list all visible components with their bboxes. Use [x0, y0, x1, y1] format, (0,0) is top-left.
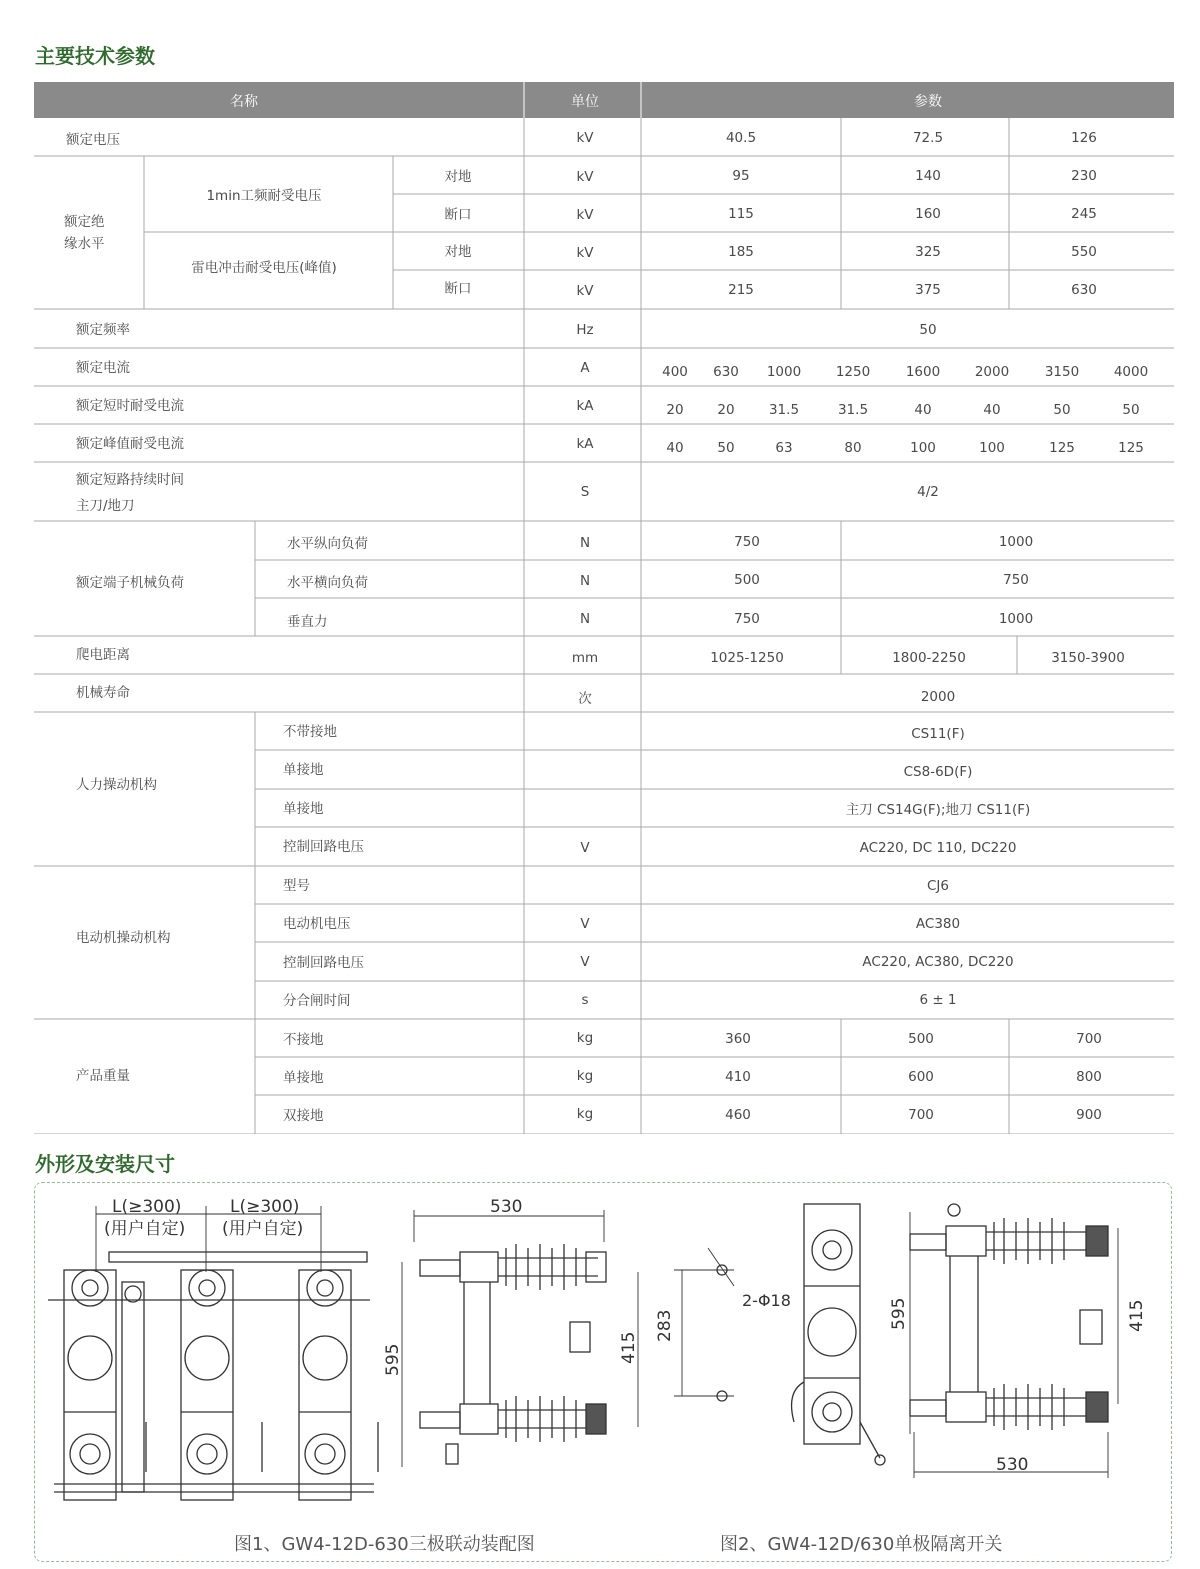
cell: 50	[1122, 402, 1140, 418]
row-duration-name1: 额定短路持续时间	[76, 472, 184, 488]
row-mech-life-name: 机械寿命	[76, 685, 130, 701]
cell: 40	[666, 440, 684, 456]
header-unit: 单位	[571, 94, 599, 110]
row-rated-current-name: 额定电流	[76, 360, 130, 376]
section-title-specs: 主要技术参数	[35, 44, 155, 68]
cell: 460	[725, 1107, 751, 1123]
cell: 主刀 CS14G(F);地刀 CS11(F)	[845, 802, 1031, 818]
side-dim-width: 530	[490, 1197, 523, 1217]
row-manual-op-name: 人力操动机构	[76, 777, 157, 793]
cell: 1000	[766, 364, 802, 380]
cell: 控制回路电压	[283, 955, 364, 971]
cell: V	[580, 916, 590, 932]
row-terminal-load-name: 额定端子机械负荷	[76, 575, 184, 591]
cell: 375	[915, 282, 941, 298]
table-header-bar	[34, 82, 1174, 118]
cell: 72.5	[912, 130, 944, 146]
cell: 31.5	[768, 402, 800, 418]
spacing-note-1: (用户自定)	[104, 1219, 186, 1239]
cell: 单接地	[283, 762, 324, 778]
lightning-name: 雷电冲击耐受电压(峰值)	[191, 260, 337, 276]
cell: 1000	[998, 534, 1034, 550]
single-pole-side-drawing	[889, 1204, 1147, 1478]
cell: 1000	[998, 611, 1034, 627]
cell: 400	[662, 364, 688, 380]
cell: 断口	[444, 207, 472, 223]
cell: 4000	[1113, 364, 1149, 380]
cell: kA	[576, 436, 594, 452]
cell: 100	[979, 440, 1005, 456]
cell: 750	[1003, 572, 1029, 588]
cell: kV	[576, 245, 594, 261]
cell: V	[580, 954, 590, 970]
row-motor-op-name: 电动机操动机构	[76, 930, 171, 946]
cell: 630	[1071, 282, 1097, 298]
three-pole-assembly-drawing	[48, 1197, 378, 1500]
short-time-values	[666, 402, 1139, 418]
cell: 双接地	[283, 1108, 324, 1124]
cell: 40	[914, 402, 932, 418]
cell: 6 ± 1	[919, 992, 957, 1008]
cell: 160	[915, 206, 941, 222]
cell: 对地	[444, 169, 472, 185]
cell: 1250	[835, 364, 871, 380]
cell: N	[579, 611, 591, 627]
row-rated-voltage-unit: kV	[576, 130, 594, 146]
row-weight-name: 产品重量	[76, 1068, 130, 1084]
cell: 次	[578, 691, 592, 707]
cell: kg	[576, 1068, 594, 1084]
cell: 750	[734, 611, 760, 627]
cell: 对地	[444, 244, 472, 260]
technical-drawings	[34, 1182, 1172, 1562]
row-rated-freq-name: 额定频率	[76, 322, 130, 338]
cell: 单接地	[283, 1070, 324, 1086]
cell: 分合闸时间	[283, 993, 351, 1009]
cell: 125	[1118, 440, 1144, 456]
single-pole-front-drawing	[792, 1204, 885, 1465]
cell: 2000	[974, 364, 1010, 380]
row-peak-name: 额定峰值耐受电流	[76, 436, 184, 452]
spacing-note-2: (用户自定)	[222, 1219, 304, 1239]
cell: 600	[908, 1069, 934, 1085]
power-freq-name: 1min工频耐受电压	[206, 188, 322, 204]
cell: CJ6	[927, 878, 949, 894]
cell: 控制回路电压	[283, 839, 364, 855]
peak-values	[666, 440, 1143, 456]
fig2-caption: 图2、GW4-12D/630单极隔离开关	[720, 1534, 1003, 1555]
cell: 245	[1071, 206, 1097, 222]
cell: 80	[844, 440, 862, 456]
cell: A	[580, 360, 590, 376]
fig2-dim-width: 530	[996, 1455, 1029, 1475]
cell: 31.5	[837, 402, 869, 418]
row-duration-name2: 主刀/地刀	[76, 498, 135, 514]
cell: 500	[734, 572, 760, 588]
cell: 215	[728, 282, 754, 298]
cell: mm	[571, 650, 599, 666]
side-dim-height: 595	[383, 1343, 403, 1376]
cell: 63	[775, 440, 793, 456]
row-rated-voltage-name: 额定电压	[66, 132, 120, 148]
cell: s	[581, 992, 589, 1008]
insulation-name-line1: 额定绝	[64, 214, 105, 230]
cell: 单接地	[283, 801, 324, 817]
cell: 50	[717, 440, 735, 456]
cell: 325	[915, 244, 941, 260]
header-name: 名称	[230, 94, 258, 110]
cell: 700	[1076, 1031, 1102, 1047]
cell: 100	[910, 440, 936, 456]
rated-current-values	[662, 364, 1148, 380]
cell: 700	[908, 1107, 934, 1123]
fig2-dim-mount: 415	[1127, 1299, 1147, 1332]
cell: 140	[915, 168, 941, 184]
side-dim-mount: 415	[619, 1331, 639, 1364]
cell: 不接地	[283, 1032, 324, 1048]
cell: 185	[728, 244, 754, 260]
cell: 750	[734, 534, 760, 550]
fig1-caption: 图1、GW4-12D-630三极联动装配图	[234, 1534, 535, 1555]
cell: 1025-1250	[710, 650, 784, 666]
cell: 型号	[283, 878, 310, 894]
cell: Hz	[576, 322, 594, 338]
cell: 20	[666, 402, 684, 418]
cell: N	[579, 535, 591, 551]
cell: 断口	[444, 281, 472, 297]
cell: 50	[919, 322, 937, 338]
cell: 水平纵向负荷	[287, 536, 368, 552]
cell: 410	[725, 1069, 751, 1085]
insulation-name-line2: 缘水平	[64, 236, 105, 252]
cell: 水平横向负荷	[287, 575, 368, 591]
cell: 115	[728, 206, 754, 222]
section-title-dims: 外形及安装尺寸	[35, 1152, 175, 1176]
cell: 230	[1071, 168, 1097, 184]
cell: kV	[576, 283, 594, 299]
fig2-dim-height: 595	[889, 1297, 909, 1330]
cell: kg	[576, 1030, 594, 1046]
cell: 40.5	[725, 130, 757, 146]
cell: 95	[732, 168, 750, 184]
cell: 40	[983, 402, 1001, 418]
cell: 3150	[1044, 364, 1080, 380]
cell: kV	[576, 169, 594, 185]
side-view-drawing	[383, 1197, 639, 1467]
spacing-label-2: L(≥300)	[230, 1197, 300, 1217]
row-creepage-name: 爬电距离	[76, 647, 130, 663]
cell: CS8-6D(F)	[903, 764, 973, 780]
spec-table	[34, 82, 1174, 1134]
spacing-label-1: L(≥300)	[112, 1197, 182, 1217]
header-params: 参数	[914, 94, 942, 110]
cell: 500	[908, 1031, 934, 1047]
cell: AC220, DC 110, DC220	[859, 840, 1017, 856]
cell: 不带接地	[283, 724, 337, 740]
cell: kA	[576, 398, 594, 414]
cell: kg	[576, 1106, 594, 1122]
cell: 800	[1076, 1069, 1102, 1085]
cell: N	[579, 573, 591, 589]
cell: 630	[713, 364, 739, 380]
cell: 垂直力	[287, 614, 328, 630]
hole-spacing-dim: 283	[655, 1309, 675, 1342]
cell: 电动机电压	[283, 916, 351, 932]
cell: 1800-2250	[892, 650, 966, 666]
cell: 1600	[905, 364, 941, 380]
cell: CS11(F)	[911, 726, 965, 742]
cell: 550	[1071, 244, 1097, 260]
cell: 900	[1076, 1107, 1102, 1123]
mount-hole-detail	[655, 1248, 791, 1401]
cell: V	[580, 840, 590, 856]
cell: 4/2	[917, 484, 939, 500]
cell: 3150-3900	[1051, 650, 1125, 666]
hole-label: 2-Φ18	[742, 1291, 791, 1310]
cell: 360	[725, 1031, 751, 1047]
row-short-time-name: 额定短时耐受电流	[76, 398, 184, 414]
cell: 126	[1071, 130, 1097, 146]
cell: kV	[576, 207, 594, 223]
cell: 50	[1053, 402, 1071, 418]
cell: 125	[1049, 440, 1075, 456]
cell: S	[580, 484, 590, 500]
cell: 2000	[920, 689, 956, 705]
cell: AC220, AC380, DC220	[862, 954, 1014, 970]
cell: 20	[717, 402, 735, 418]
cell: AC380	[915, 916, 961, 932]
